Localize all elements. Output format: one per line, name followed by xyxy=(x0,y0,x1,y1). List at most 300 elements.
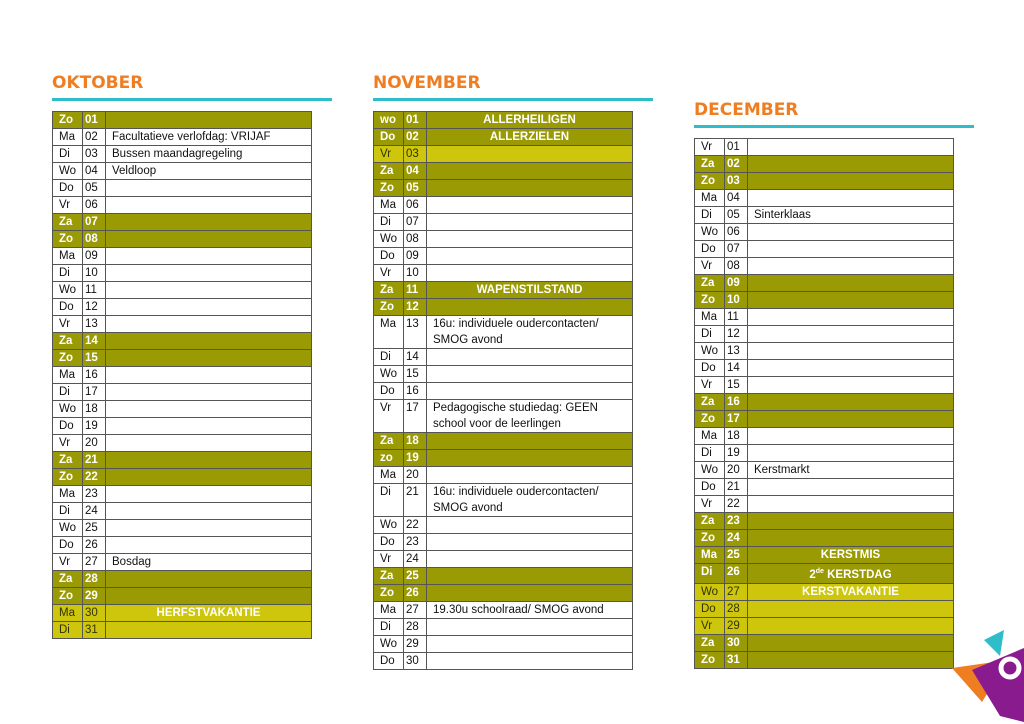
calendar-row xyxy=(374,197,633,214)
weekday-cell: Zo xyxy=(374,299,404,316)
event-cell xyxy=(427,299,633,316)
calendar-row xyxy=(53,265,312,282)
calendar-row xyxy=(695,258,954,275)
date-cell: 30 xyxy=(404,653,427,670)
weekday-cell: Zo xyxy=(695,651,725,668)
weekday-cell: Ma xyxy=(53,605,83,622)
calendar-row xyxy=(695,513,954,530)
calendar-row xyxy=(53,282,312,299)
event-cell xyxy=(748,651,954,668)
calendar-row xyxy=(695,207,954,224)
event-cell xyxy=(427,653,633,670)
date-cell: 26 xyxy=(83,537,106,554)
weekday-cell: Ma xyxy=(695,428,725,445)
event-cell xyxy=(748,617,954,634)
title-underline xyxy=(373,98,653,101)
calendar-row xyxy=(374,316,633,349)
weekday-cell: Ma xyxy=(695,547,725,564)
date-cell: 08 xyxy=(404,231,427,248)
weekday-cell: Zo xyxy=(374,180,404,197)
event-cell xyxy=(106,435,312,452)
calendar-row xyxy=(53,452,312,469)
date-cell: 20 xyxy=(725,462,748,479)
event-cell xyxy=(106,520,312,537)
calendar-row xyxy=(695,360,954,377)
weekday-cell: Do xyxy=(53,418,83,435)
date-cell: 12 xyxy=(83,299,106,316)
event-cell xyxy=(748,309,954,326)
date-cell: 17 xyxy=(83,384,106,401)
ordinal-suffix: de xyxy=(815,568,824,575)
date-cell: 21 xyxy=(83,452,106,469)
event-cell xyxy=(427,517,633,534)
weekday-cell: Za xyxy=(695,394,725,411)
event-cell xyxy=(106,503,312,520)
date-cell: 13 xyxy=(83,316,106,333)
event-cell xyxy=(748,513,954,530)
weekday-cell: Wo xyxy=(695,343,725,360)
event-cell: Facultatieve verlofdag: VRIJAF xyxy=(106,129,312,146)
event-cell xyxy=(427,534,633,551)
date-cell: 24 xyxy=(83,503,106,520)
event-cell xyxy=(427,568,633,585)
date-cell: 17 xyxy=(404,400,427,433)
event-cell: 16u: individuele oudercontacten/ SMOG avond xyxy=(427,484,633,517)
event-cell xyxy=(427,231,633,248)
calendar-row xyxy=(53,248,312,265)
calendar-row xyxy=(695,292,954,309)
weekday-cell: Do xyxy=(695,241,725,258)
date-cell: 09 xyxy=(404,248,427,265)
weekday-cell: Di xyxy=(53,265,83,282)
weekday-cell: wo xyxy=(374,112,404,129)
date-cell: 22 xyxy=(404,517,427,534)
event-cell xyxy=(106,384,312,401)
weekday-cell: Vr xyxy=(374,265,404,282)
date-cell: 04 xyxy=(83,163,106,180)
event-cell xyxy=(106,588,312,605)
calendar-row xyxy=(53,622,312,639)
calendar-row xyxy=(695,139,954,156)
date-cell: 19 xyxy=(404,450,427,467)
event-cell xyxy=(748,377,954,394)
weekday-cell: Za xyxy=(374,568,404,585)
date-cell: 27 xyxy=(725,583,748,600)
calendar-row xyxy=(53,299,312,316)
weekday-cell: Zo xyxy=(53,112,83,129)
date-cell: 15 xyxy=(725,377,748,394)
calendar-row xyxy=(53,554,312,571)
date-cell: 20 xyxy=(404,467,427,484)
calendar-row xyxy=(53,333,312,350)
weekday-cell: Vr xyxy=(53,435,83,452)
calendar-row xyxy=(374,248,633,265)
date-cell: 26 xyxy=(725,564,748,584)
weekday-cell: Ma xyxy=(374,602,404,619)
event-cell xyxy=(106,350,312,367)
date-cell: 28 xyxy=(404,619,427,636)
event-cell xyxy=(106,469,312,486)
event-cell xyxy=(106,231,312,248)
event-cell xyxy=(748,224,954,241)
weekday-cell: Za xyxy=(53,214,83,231)
weekday-cell: Wo xyxy=(374,231,404,248)
event-cell xyxy=(427,383,633,400)
event-cell xyxy=(748,496,954,513)
event-cell: ALLERZIELEN xyxy=(427,129,633,146)
event-cell xyxy=(427,636,633,653)
calendar-row xyxy=(374,366,633,383)
date-cell: 02 xyxy=(725,156,748,173)
calendar-row xyxy=(53,469,312,486)
date-cell: 03 xyxy=(404,146,427,163)
calendar-row xyxy=(53,180,312,197)
weekday-cell: Di xyxy=(695,445,725,462)
weekday-cell: Do xyxy=(374,248,404,265)
date-cell: 09 xyxy=(725,275,748,292)
date-cell: 02 xyxy=(404,129,427,146)
event-cell xyxy=(106,316,312,333)
weekday-cell: Zo xyxy=(53,231,83,248)
date-cell: 25 xyxy=(83,520,106,537)
weekday-cell: Vr xyxy=(374,551,404,568)
date-cell: 22 xyxy=(725,496,748,513)
weekday-cell: Ma xyxy=(53,248,83,265)
date-cell: 12 xyxy=(404,299,427,316)
month-title: DECEMBER xyxy=(694,100,799,120)
calendar-row xyxy=(53,214,312,231)
weekday-cell: Do xyxy=(53,180,83,197)
event-cell: Bosdag xyxy=(106,554,312,571)
date-cell: 19 xyxy=(83,418,106,435)
date-cell: 16 xyxy=(83,367,106,384)
weekday-cell: Do xyxy=(695,600,725,617)
event-cell xyxy=(106,265,312,282)
calendar-row xyxy=(695,547,954,564)
calendar-row xyxy=(695,428,954,445)
weekday-cell: Za xyxy=(695,275,725,292)
date-cell: 23 xyxy=(725,513,748,530)
calendar-row xyxy=(374,163,633,180)
calendar-row xyxy=(53,418,312,435)
event-cell: 2de KERSTDAG xyxy=(748,564,954,584)
calendar-row xyxy=(374,602,633,619)
weekday-cell: Zo xyxy=(53,469,83,486)
weekday-cell: Vr xyxy=(695,258,725,275)
date-cell: 10 xyxy=(725,292,748,309)
event-cell: 16u: individuele oudercontacten/ SMOG avond xyxy=(427,316,633,349)
calendar-row xyxy=(374,180,633,197)
date-cell: 05 xyxy=(83,180,106,197)
event-cell: Pedagogische studiedag: GEEN school voor de leerlingen xyxy=(427,400,633,433)
date-cell: 13 xyxy=(404,316,427,349)
weekday-cell: Di xyxy=(53,384,83,401)
calendar-row xyxy=(695,224,954,241)
weekday-cell: Vr xyxy=(374,146,404,163)
calendar-row xyxy=(53,146,312,163)
event-cell xyxy=(427,450,633,467)
calendar-row xyxy=(374,653,633,670)
event-cell: KERSTVAKANTIE xyxy=(748,583,954,600)
month-title: NOVEMBER xyxy=(373,73,481,93)
calendar-row xyxy=(374,146,633,163)
weekday-cell: Di xyxy=(53,622,83,639)
calendar-row xyxy=(374,129,633,146)
date-cell: 26 xyxy=(404,585,427,602)
calendar-row xyxy=(374,551,633,568)
event-cell xyxy=(427,180,633,197)
weekday-cell: Ma xyxy=(695,190,725,207)
date-cell: 04 xyxy=(404,163,427,180)
calendar-row xyxy=(53,401,312,418)
date-cell: 11 xyxy=(83,282,106,299)
event-cell xyxy=(748,445,954,462)
event-cell xyxy=(427,366,633,383)
date-cell: 13 xyxy=(725,343,748,360)
weekday-cell: Di xyxy=(695,207,725,224)
event-cell xyxy=(748,275,954,292)
event-cell xyxy=(106,401,312,418)
event-cell xyxy=(427,433,633,450)
event-cell: 19.30u schoolraad/ SMOG avond xyxy=(427,602,633,619)
event-cell: WAPENSTILSTAND xyxy=(427,282,633,299)
date-cell: 10 xyxy=(404,265,427,282)
weekday-cell: Ma xyxy=(374,316,404,349)
weekday-cell: Di xyxy=(53,146,83,163)
date-cell: 03 xyxy=(83,146,106,163)
event-cell xyxy=(106,537,312,554)
calendar-row xyxy=(53,197,312,214)
calendar-row xyxy=(695,600,954,617)
event-cell xyxy=(748,139,954,156)
calendar-row xyxy=(53,350,312,367)
calendar-row xyxy=(374,467,633,484)
weekday-cell: Ma xyxy=(374,467,404,484)
calendar-row xyxy=(374,265,633,282)
weekday-cell: Wo xyxy=(53,401,83,418)
date-cell: 23 xyxy=(404,534,427,551)
date-cell: 10 xyxy=(83,265,106,282)
weekday-cell: Wo xyxy=(374,366,404,383)
weekday-cell: Vr xyxy=(695,139,725,156)
calendar-row xyxy=(374,231,633,248)
event-cell: Veldloop xyxy=(106,163,312,180)
date-cell: 14 xyxy=(83,333,106,350)
month-title: OKTOBER xyxy=(52,73,144,93)
weekday-cell: Zo xyxy=(53,588,83,605)
calendar-row xyxy=(53,231,312,248)
date-cell: 06 xyxy=(725,224,748,241)
weekday-cell: Za xyxy=(374,282,404,299)
calendar-row xyxy=(695,479,954,496)
calendar-row xyxy=(695,496,954,513)
event-cell xyxy=(748,394,954,411)
weekday-cell: Za xyxy=(53,452,83,469)
calendar-row xyxy=(695,156,954,173)
date-cell: 01 xyxy=(83,112,106,129)
date-cell: 30 xyxy=(725,634,748,651)
weekday-cell: Zo xyxy=(695,530,725,547)
date-cell: 18 xyxy=(83,401,106,418)
calendar-row xyxy=(53,588,312,605)
calendar-table xyxy=(694,138,954,669)
event-cell xyxy=(106,282,312,299)
date-cell: 14 xyxy=(404,349,427,366)
event-cell xyxy=(427,248,633,265)
date-cell: 04 xyxy=(725,190,748,207)
calendar-row xyxy=(695,564,954,584)
weekday-cell: Wo xyxy=(53,163,83,180)
weekday-cell: Do xyxy=(53,537,83,554)
event-cell xyxy=(106,452,312,469)
date-cell: 01 xyxy=(404,112,427,129)
event-cell xyxy=(106,622,312,639)
event-cell xyxy=(106,367,312,384)
event-cell xyxy=(748,600,954,617)
weekday-cell: zo xyxy=(374,450,404,467)
month-december xyxy=(694,98,954,669)
date-cell: 07 xyxy=(83,214,106,231)
weekday-cell: Zo xyxy=(53,350,83,367)
calendar-row xyxy=(695,394,954,411)
weekday-cell: Do xyxy=(374,129,404,146)
calendar-row xyxy=(374,349,633,366)
date-cell: 17 xyxy=(725,411,748,428)
calendar-row xyxy=(53,316,312,333)
event-cell xyxy=(106,486,312,503)
date-cell: 29 xyxy=(83,588,106,605)
event-cell xyxy=(106,197,312,214)
weekday-cell: Za xyxy=(53,333,83,350)
weekday-cell: Zo xyxy=(695,292,725,309)
date-cell: 24 xyxy=(404,551,427,568)
date-cell: 21 xyxy=(725,479,748,496)
date-cell: 14 xyxy=(725,360,748,377)
event-cell xyxy=(427,146,633,163)
weekday-cell: Ma xyxy=(53,486,83,503)
calendar-row xyxy=(695,411,954,428)
weekday-cell: Vr xyxy=(374,400,404,433)
date-cell: 19 xyxy=(725,445,748,462)
calendar-row xyxy=(53,384,312,401)
event-cell xyxy=(748,634,954,651)
weekday-cell: Zo xyxy=(695,173,725,190)
logo-teal-shape xyxy=(984,630,1004,656)
calendar-row xyxy=(374,636,633,653)
date-cell: 09 xyxy=(83,248,106,265)
event-cell xyxy=(427,585,633,602)
weekday-cell: Vr xyxy=(695,377,725,394)
weekday-cell: Zo xyxy=(374,585,404,602)
event-cell xyxy=(427,265,633,282)
calendar-row xyxy=(695,530,954,547)
weekday-cell: Di xyxy=(695,564,725,584)
event-cell xyxy=(748,292,954,309)
date-cell: 29 xyxy=(404,636,427,653)
calendar-row xyxy=(374,484,633,517)
calendar-row xyxy=(374,568,633,585)
event-cell xyxy=(106,180,312,197)
weekday-cell: Zo xyxy=(695,411,725,428)
calendar-row xyxy=(374,517,633,534)
date-cell: 31 xyxy=(83,622,106,639)
weekday-cell: Vr xyxy=(53,197,83,214)
weekday-cell: Do xyxy=(374,653,404,670)
calendar-row xyxy=(53,503,312,520)
weekday-cell: Wo xyxy=(53,520,83,537)
calendar-row xyxy=(695,445,954,462)
calendar-row xyxy=(53,129,312,146)
date-cell: 06 xyxy=(404,197,427,214)
date-cell: 11 xyxy=(725,309,748,326)
weekday-cell: Do xyxy=(374,534,404,551)
event-cell xyxy=(427,467,633,484)
date-cell: 08 xyxy=(83,231,106,248)
event-cell: Kerstmarkt xyxy=(748,462,954,479)
date-cell: 15 xyxy=(83,350,106,367)
calendar-row xyxy=(53,486,312,503)
weekday-cell: Wo xyxy=(374,517,404,534)
weekday-cell: Wo xyxy=(695,462,725,479)
weekday-cell: Do xyxy=(695,360,725,377)
calendar-row xyxy=(374,400,633,433)
date-cell: 30 xyxy=(83,605,106,622)
weekday-cell: Za xyxy=(695,634,725,651)
calendar-row xyxy=(53,435,312,452)
event-cell xyxy=(748,343,954,360)
event-cell xyxy=(748,479,954,496)
calendar-row xyxy=(695,173,954,190)
weekday-cell: Wo xyxy=(53,282,83,299)
date-cell: 29 xyxy=(725,617,748,634)
event-cell xyxy=(106,333,312,350)
calendar-table xyxy=(52,111,312,639)
weekday-cell: Do xyxy=(695,479,725,496)
weekday-cell: Vr xyxy=(695,617,725,634)
weekday-cell: Wo xyxy=(374,636,404,653)
weekday-cell: Do xyxy=(53,299,83,316)
date-cell: 01 xyxy=(725,139,748,156)
date-cell: 05 xyxy=(404,180,427,197)
date-cell: 18 xyxy=(404,433,427,450)
calendar-row xyxy=(53,367,312,384)
weekday-cell: Do xyxy=(374,383,404,400)
month-november xyxy=(373,71,633,670)
calendar-row xyxy=(695,343,954,360)
event-cell xyxy=(106,418,312,435)
weekday-cell: Ma xyxy=(53,367,83,384)
date-cell: 20 xyxy=(83,435,106,452)
event-cell xyxy=(106,214,312,231)
date-cell: 12 xyxy=(725,326,748,343)
event-cell xyxy=(427,197,633,214)
event-cell xyxy=(748,411,954,428)
event-cell xyxy=(748,173,954,190)
weekday-cell: Vr xyxy=(695,496,725,513)
event-cell xyxy=(106,571,312,588)
calendar-row xyxy=(695,377,954,394)
event-cell xyxy=(748,360,954,377)
date-cell: 22 xyxy=(83,469,106,486)
calendar-row xyxy=(374,112,633,129)
calendar-row xyxy=(53,537,312,554)
calendar-row xyxy=(53,605,312,622)
calendar-row xyxy=(53,163,312,180)
date-cell: 15 xyxy=(404,366,427,383)
date-cell: 08 xyxy=(725,258,748,275)
calendar-row xyxy=(695,651,954,668)
date-cell: 07 xyxy=(725,241,748,258)
